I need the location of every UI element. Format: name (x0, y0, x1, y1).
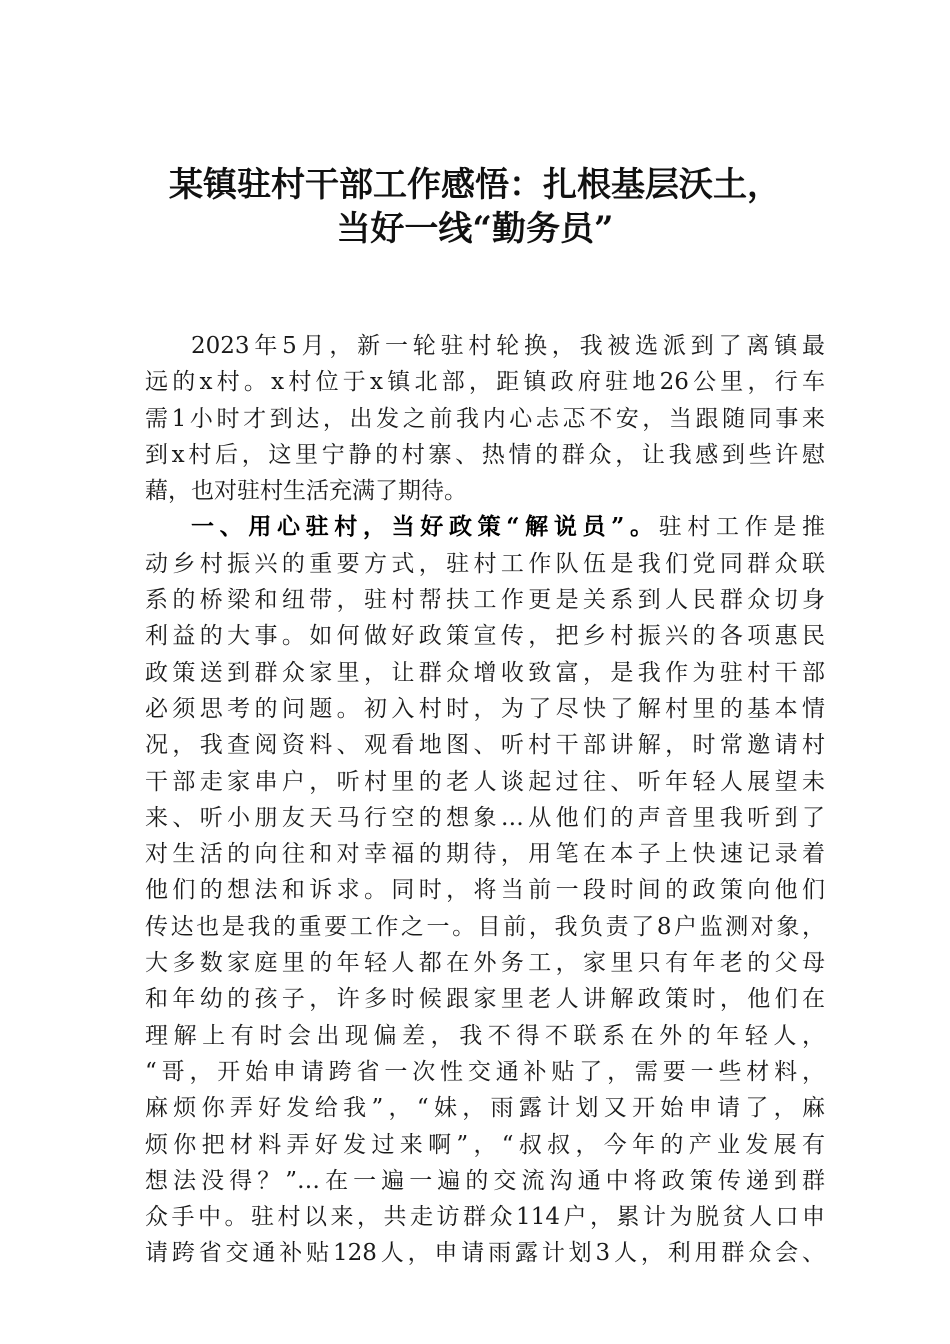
paragraph-2-line: 众手中。驻村以来，共走访群众114户，累计为脱贫人口申 (145, 1204, 825, 1231)
paragraph-2-line: 大多数家庭里的年轻人都在外务工，家里只有年老的父母 (145, 950, 825, 977)
paragraph-2-line: 和年幼的孩子，许多时候跟家里老人讲解政策时，他们在 (145, 986, 825, 1013)
document-title-line-2: 当好一线“勤务员” (336, 209, 614, 249)
paragraph-1-line: 到x村后，这里宁静的村寨、热情的群众，让我感到些许慰 (145, 441, 825, 468)
paragraph-2-line: 想法没得？”…在一遍一遍的交流沟通中将政策传递到群 (145, 1167, 825, 1194)
paragraph-2-line: 对生活的向往和对幸福的期待，用笔在本子上快速记录着 (145, 841, 825, 868)
paragraph-1-line: 远的x村。x村位于x镇北部，距镇政府驻地26公里，行车 (145, 369, 825, 396)
paragraph-2-line: 政策送到群众家里，让群众增收致富，是我作为驻村干部 (145, 659, 825, 686)
paragraph-2-line: 烦你把材料弄好发过来啊”，“叔叔，今年的产业发展有 (145, 1131, 825, 1158)
paragraph-2-line: 理解上有时会出现偏差，我不得不联系在外的年轻人， (145, 1022, 825, 1049)
document-body (145, 328, 825, 1272)
paragraph-2-line: 麻烦你弄好发给我”，“妹，雨露计划又开始申请了，麻 (145, 1095, 825, 1122)
paragraph-1-line: 藉，也对驻村生活充满了期待。 (145, 478, 467, 505)
paragraph-2-line: 动乡村振兴的重要方式，驻村工作队伍是我们党同群众联 (145, 550, 825, 577)
paragraph-2-line: 传达也是我的重要工作之一。目前，我负责了8户监测对象， (145, 913, 825, 940)
paragraph-2-line: 他们的想法和诉求。同时，将当前一段时间的政策向他们 (145, 877, 825, 904)
paragraph-2-line: 况，我查阅资料、观看地图、听村干部讲解，时常邀请村 (145, 732, 825, 759)
paragraph-2-line: 来、听小朋友天马行空的想象…从他们的声音里我听到了 (145, 804, 825, 831)
paragraph-1-line: 需1小时才到达，出发之前我内心忐忑不安，当跟随同事来 (145, 405, 825, 432)
paragraph-2-line: “哥，开始申请跨省一次性交通补贴了，需要一些材料， (145, 1058, 825, 1085)
section-heading: 一、用心驻村，当好政策“解说员”。 (191, 513, 659, 541)
paragraph-2-first-line-text: 驻村工作是推 (658, 514, 826, 541)
paragraph-2-line: 必须思考的问题。初入村时，为了尽快了解村里的基本情 (145, 695, 825, 722)
paragraph-2-line: 利益的大事。如何做好政策宣传，把乡村振兴的各项惠民 (145, 623, 825, 650)
paragraph-2-line: 请跨省交通补贴128人，申请雨露计划3人，利用群众会、 (145, 1240, 825, 1267)
paragraph-2-line: 干部走家串户，听村里的老人谈起过往、听年轻人展望未 (145, 768, 825, 795)
paragraph-1-line: 2023年5月，新一轮驻村轮换，我被选派到了离镇最 (191, 333, 825, 359)
paragraph-2-line: 系的桥梁和纽带，驻村帮扶工作更是关系到人民群众切身 (145, 587, 825, 614)
document-title-line-1: 某镇驻村干部工作感悟：扎根基层沃土， (169, 165, 781, 205)
paragraph-2-first-line (145, 509, 825, 545)
